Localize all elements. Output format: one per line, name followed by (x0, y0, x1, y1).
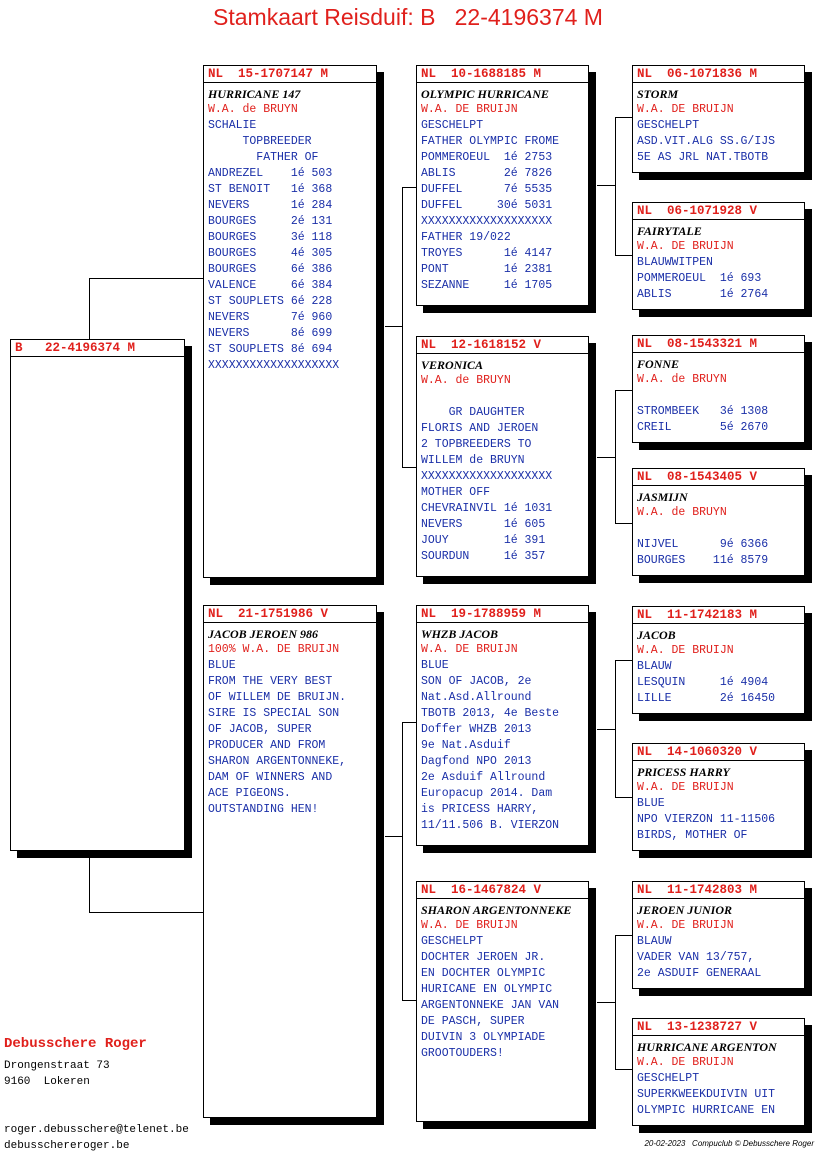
info-line: DUFFEL 30é 5031 (421, 199, 553, 212)
info-line: NIJVEL 9é 6366 (637, 538, 769, 551)
info-line: DAM OF WINNERS AND (208, 771, 333, 784)
ring-number: NL 21-1751986 V (204, 606, 376, 623)
info-line: PRODUCER AND FROM (208, 739, 326, 752)
breeder-name: W.A. de BRUYN (637, 506, 727, 519)
breeder-name: W.A. DE BRUIJN (637, 240, 734, 253)
pedigree-card-father-father[interactable] (416, 65, 589, 306)
connector (402, 1000, 417, 1001)
info-line: POMMEROEUL 1é 693 (637, 272, 762, 285)
ring-number: NL 13-1238727 V (633, 1019, 804, 1036)
pedigree-card-mother-father[interactable] (416, 605, 589, 846)
ring-number: B 22-4196374 M (11, 340, 184, 357)
info-line: ASD.VIT.ALG SS.G/IJS (637, 135, 776, 148)
info-line: Nat.Asd.Allround (421, 691, 532, 704)
info-line: FROM THE VERY BEST (208, 675, 333, 688)
ring-number: NL 14-1060320 V (633, 744, 804, 761)
info-line: NEVERS 7é 960 (208, 311, 333, 324)
connector (402, 187, 417, 188)
info-line: DE PASCH, SUPER (421, 1015, 525, 1028)
owner-street: Drongenstraat 73 (4, 1060, 110, 1072)
info-line: WILLEM de BRUYN (421, 454, 525, 467)
info-line: TOPBREEDER (208, 135, 312, 148)
info-line: CREIL 5é 2670 (637, 421, 769, 434)
owner-website[interactable]: debusschereroger.be (4, 1140, 130, 1152)
breeder-name: W.A. DE BRUIJN (421, 103, 518, 116)
pigeon-name: JACOB (637, 628, 676, 642)
ring-number: NL 12-1618152 V (417, 337, 588, 354)
info-line: ACE PIGEONS. (208, 787, 291, 800)
info-line: NEVERS 8é 699 (208, 327, 333, 340)
info-line: BLUE (208, 659, 236, 672)
info-line: XXXXXXXXXXXXXXXXXXX (421, 470, 553, 483)
info-line: GR DAUGHTER (421, 406, 525, 419)
info-line: BOURGES 6é 386 (208, 263, 333, 276)
ring-number: NL 19-1788959 M (417, 606, 588, 623)
owner-name: Debusschere Roger (4, 1036, 147, 1052)
info-line: Europacup 2014. Dam (421, 787, 553, 800)
pigeon-name: FAIRYTALE (637, 224, 702, 238)
info-line: XXXXXXXXXXXXXXXXXXX (421, 215, 553, 228)
connector (615, 660, 616, 797)
info-line: 2e ASDUIF GENERAAL (637, 967, 762, 980)
info-line: STROMBEEK 3é 1308 (637, 405, 769, 418)
pedigree-card-mmm[interactable] (632, 1018, 805, 1126)
info-line: FATHER 19/022 (421, 231, 511, 244)
pigeon-name: FONNE (637, 357, 680, 371)
info-line: MOTHER OFF (421, 486, 491, 499)
pedigree-card-mfm[interactable] (632, 743, 805, 851)
info-line: BLUE (637, 797, 665, 810)
info-line: SEZANNE 1é 1705 (421, 279, 553, 292)
connector (615, 935, 616, 1069)
breeder-name: W.A. DE BRUIJN (421, 919, 518, 932)
breeder-name: W.A. de BRUYN (637, 373, 727, 386)
owner-city: 9160 Lokeren (4, 1076, 90, 1088)
connector (402, 467, 417, 468)
ring-number: NL 06-1071836 M (633, 66, 804, 83)
info-line: ARGENTONNEKE JAN VAN (421, 999, 560, 1012)
footer-credit: 20-02-2023 Compuclub © Debusschere Roger (644, 1139, 814, 1148)
pedigree-card-fmf[interactable] (632, 335, 805, 443)
connector (402, 722, 417, 723)
connector (89, 855, 90, 912)
connector (89, 278, 90, 340)
pedigree-card-fmm[interactable] (632, 468, 805, 576)
ring-number: NL 11-1742803 M (633, 882, 804, 899)
info-line: BLUE (421, 659, 449, 672)
pigeon-name: VERONICA (421, 358, 484, 372)
pigeon-name: HURRICANE 147 (208, 87, 301, 101)
info-line: ST BENOIT 1é 368 (208, 183, 333, 196)
breeder-name: W.A. DE BRUIJN (637, 103, 734, 116)
info-line: FATHER OLYMPIC FROME (421, 135, 560, 148)
pedigree-card-mother-mother[interactable] (416, 881, 589, 1122)
info-line: BOURGES 2é 131 (208, 215, 333, 228)
breeder-name: W.A. de BRUYN (208, 103, 298, 116)
info-line (637, 388, 800, 404)
pigeon-name: STORM (637, 87, 679, 101)
ring-number: NL 11-1742183 M (633, 607, 804, 624)
info-line: GESCHELPT (637, 1072, 700, 1085)
info-line: CHEVRAINVIL 1é 1031 (421, 502, 553, 515)
pigeon-name: JACOB JEROEN 986 (208, 627, 319, 641)
info-line: Doffer WHZB 2013 (421, 723, 532, 736)
connector (615, 117, 633, 118)
info-line (637, 521, 800, 537)
pigeon-name: HURRICANE ARGENTON (637, 1040, 777, 1054)
info-line: ANDREZEL 1é 503 (208, 167, 333, 180)
info-line: ST SOUPLETS 6é 228 (208, 295, 333, 308)
info-line: BLAUW (637, 660, 672, 673)
info-line: PONT 1é 2381 (421, 263, 553, 276)
info-line: BIRDS, MOTHER OF (637, 829, 748, 842)
pedigree-card-mother[interactable] (203, 605, 377, 1118)
ring-number: NL 16-1467824 V (417, 882, 588, 899)
owner-email[interactable]: roger.debusschere@telenet.be (4, 1124, 189, 1136)
info-line: ST SOUPLETS 8é 694 (208, 343, 333, 356)
info-line: GESCHELPT (421, 935, 484, 948)
info-line: 2 TOPBREEDERS TO (421, 438, 532, 451)
pigeon-name: JASMIJN (637, 490, 688, 504)
info-line: HURICANE EN OLYMPIC (421, 983, 553, 996)
connector (597, 457, 615, 458)
info-line: LESQUIN 1é 4904 (637, 676, 769, 689)
info-line: SCHALIE (208, 119, 257, 132)
pigeon-name: JEROEN JUNIOR (637, 903, 733, 917)
info-line: NPO VIERZON 11-11506 (637, 813, 776, 826)
connector (615, 660, 633, 661)
connector (615, 523, 633, 524)
info-line: DUFFEL 7é 5535 (421, 183, 553, 196)
connector (615, 935, 633, 936)
info-line: XXXXXXXXXXXXXXXXXXX (208, 359, 340, 372)
info-line: ABLIS 2é 7826 (421, 167, 553, 180)
info-line (421, 389, 584, 405)
info-line: BLAUWWITPEN (637, 256, 713, 269)
connector (615, 117, 616, 255)
pedigree-card-father[interactable] (203, 65, 377, 578)
info-line: SOURDUN 1é 357 (421, 550, 546, 563)
info-line: 9e Nat.Asduif (421, 739, 511, 752)
info-line: FLORIS AND JEROEN (421, 422, 539, 435)
breeder-name: 100% W.A. DE BRUIJN (208, 643, 340, 656)
info-line: Dagfond NPO 2013 (421, 755, 532, 768)
info-line: is PRICESS HARRY, (421, 803, 539, 816)
pedigree-card-fff[interactable] (632, 65, 805, 173)
info-line: 11/11.506 B. VIERZON (421, 819, 560, 832)
info-line: LILLE 2é 16450 (637, 692, 776, 705)
info-line: OF JACOB, SUPER (208, 723, 312, 736)
info-line: JOUY 1é 391 (421, 534, 546, 547)
page-title: Stamkaart Reisduif: B 22-4196374 M (213, 4, 603, 30)
pedigree-card-mff[interactable] (632, 606, 805, 714)
info-line: BLAUW (637, 935, 672, 948)
info-line: DOCHTER JEROEN JR. (421, 951, 546, 964)
pigeon-name: WHZB JACOB (421, 627, 499, 641)
connector (615, 1069, 633, 1070)
info-line: TBOTB 2013, 4e Beste (421, 707, 560, 720)
breeder-name: W.A. DE BRUIJN (637, 644, 734, 657)
info-line: FATHER OF (208, 151, 319, 164)
info-line: VALENCE 6é 384 (208, 279, 333, 292)
info-line: OUTSTANDING HEN! (208, 803, 319, 816)
info-line: BOURGES 3é 118 (208, 231, 333, 244)
pigeon-name: PRICESS HARRY (637, 765, 730, 779)
info-line: SHARON ARGENTONNEKE, (208, 755, 347, 768)
ring-number: NL 08-1543321 M (633, 336, 804, 353)
connector (597, 1002, 615, 1003)
connector (597, 729, 615, 730)
info-line: SIRE IS SPECIAL SON (208, 707, 340, 720)
ring-number: NL 15-1707147 M (204, 66, 376, 83)
pigeon-name: OLYMPIC HURRICANE (421, 87, 549, 101)
info-line: BOURGES 4é 305 (208, 247, 333, 260)
connector (402, 722, 403, 1000)
connector (597, 185, 615, 186)
info-line: GESCHELPT (637, 119, 700, 132)
pedigree-card-mmf[interactable] (632, 881, 805, 989)
connector (615, 390, 633, 391)
breeder-name: W.A. DE BRUIJN (637, 781, 734, 794)
breeder-name: W.A. de BRUYN (421, 374, 511, 387)
info-line: NEVERS 1é 605 (421, 518, 546, 531)
info-line: GROOTOUDERS! (421, 1047, 504, 1060)
ring-number: NL 06-1071928 V (633, 203, 804, 220)
info-line: NEVERS 1é 284 (208, 199, 333, 212)
connector (385, 836, 402, 837)
info-line: VADER VAN 13/757, (637, 951, 755, 964)
info-line: TROYES 1é 4147 (421, 247, 553, 260)
connector (385, 326, 402, 327)
connector (89, 912, 204, 913)
info-line: GESCHELPT (421, 119, 484, 132)
connector (615, 390, 616, 523)
info-line: SON OF JACOB, 2e (421, 675, 532, 688)
info-line: DUIVIN 3 OLYMPIADE (421, 1031, 546, 1044)
pigeon-name: SHARON ARGENTONNEKE (421, 903, 572, 917)
info-line: OLYMPIC HURRICANE EN (637, 1104, 776, 1117)
info-line: SUPERKWEEKDUIVIN UIT (637, 1088, 776, 1101)
connector (615, 255, 633, 256)
info-line: EN DOCHTER OLYMPIC (421, 967, 546, 980)
ring-number: NL 08-1543405 V (633, 469, 804, 486)
pedigree-card-father-mother[interactable] (416, 336, 589, 577)
subject-card[interactable] (10, 339, 185, 851)
connector (89, 278, 204, 279)
pedigree-card-ffm[interactable] (632, 202, 805, 310)
breeder-name: W.A. DE BRUIJN (637, 1056, 734, 1069)
info-line: 2e Asduif Allround (421, 771, 546, 784)
breeder-name: W.A. DE BRUIJN (421, 643, 518, 656)
info-line: OF WILLEM DE BRUIJN. (208, 691, 347, 704)
info-line: POMMEROEUL 1é 2753 (421, 151, 553, 164)
info-line: 5E AS JRL NAT.TBOTB (637, 151, 769, 164)
breeder-name: W.A. DE BRUIJN (637, 919, 734, 932)
connector (402, 187, 403, 467)
ring-number: NL 10-1688185 M (417, 66, 588, 83)
info-line: ABLIS 1é 2764 (637, 288, 769, 301)
info-line: BOURGES 11é 8579 (637, 554, 769, 567)
connector (615, 797, 633, 798)
